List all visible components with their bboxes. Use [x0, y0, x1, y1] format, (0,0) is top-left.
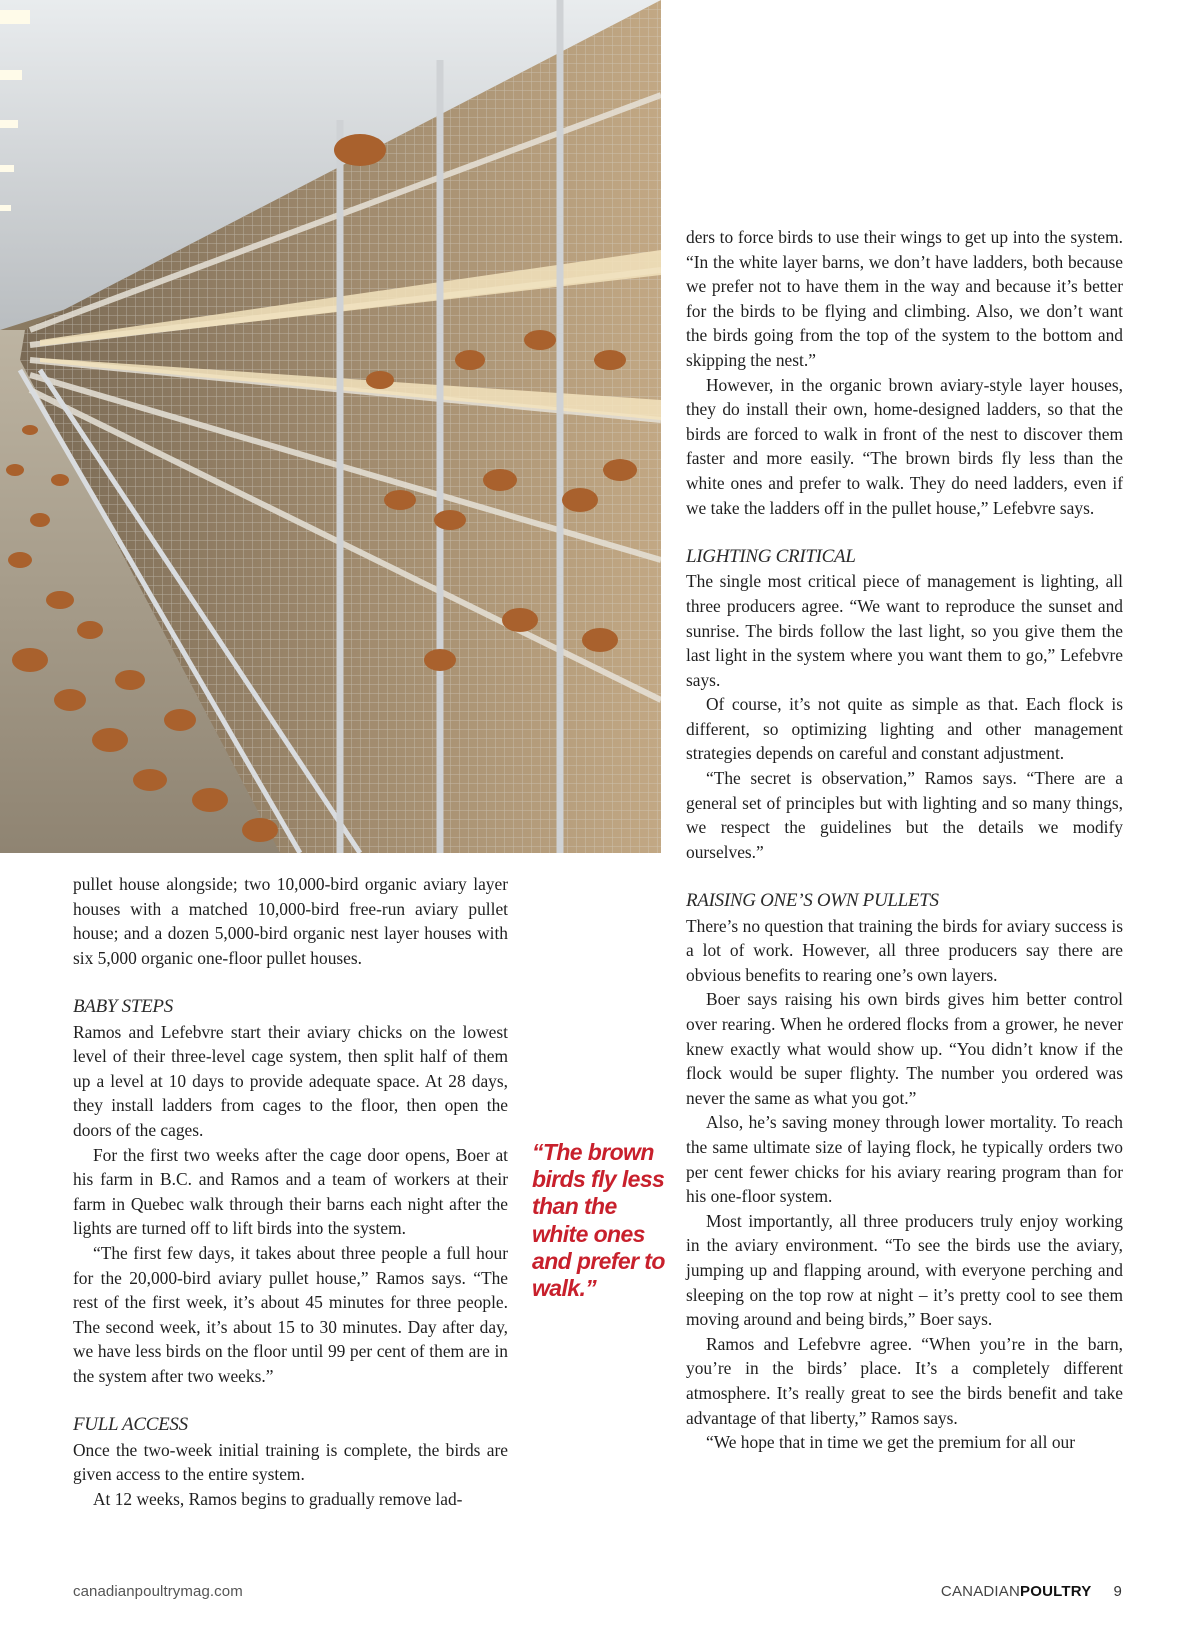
section-heading-full-access: FULL ACCESS — [73, 1414, 188, 1436]
paragraph: Ramos and Lefebvre start their aviary chicks on the lowest level of their three-level cage system, then split half of them up a level at 10 days to provide adequate space. At 28 days, they install ladders from cages to the floor, then open the doors of the cages. — [73, 1021, 508, 1140]
paragraph: Most importantly, all three producers truly enjoy working in the aviary environment. “To see the birds use the aviary, jumping up and flapping around, with everyone perching and sleeping on the top row at night – it’s pretty cool to see them moving around and being birds,” Boer says. — [686, 1210, 1123, 1330]
paragraph: Also, he’s saving money through lower mortality. To reach the same ultimate size of laying flock, he typically orders two per cent fewer chicks for his aviary rearing program than for his one-floor system. — [686, 1112, 1123, 1207]
photo-illustration — [0, 0, 661, 853]
paragraph: The single most critical piece of management is lighting, all three producers agree. “We want to reproduce the sunset and sunrise. The birds follow the last light, so you give them the last light in the system where you want them to go,” Lefebvre says. — [686, 571, 1123, 690]
barn-aviary-photo — [0, 0, 661, 853]
brand-name-part2: POULTRY — [1020, 1583, 1092, 1600]
footer-website: canadianpoultrymag.com — [73, 1583, 243, 1600]
intro-paragraph: pullet house alongside; two 10,000-bird organic aviary layer houses with a matched 10,000-bird free-run aviary pullet house; and a dozen 5,000-bird organic nest layer houses with six 5,000 organic one-floor pullet houses. — [73, 874, 508, 968]
brand-name-part1: CANADIAN — [940, 1583, 1021, 1600]
paragraph: “The secret is observation,” Ramos says. “There are a general set of principles but with lighting and so many things, we respect the guidelines but the details we modify ourselves.” — [686, 768, 1123, 862]
paragraph: Boer says raising his own birds gives him better control over rearing. When he ordered flocks from a grower, he never knew exactly what would show up. “You didn’t know if the flock would be super flighty. The number you ordered was never the same as what you got.” — [686, 989, 1123, 1108]
paragraph: For the first two weeks after the cage door opens, Boer at his farm in B.C. and Ramos and a team of workers at their farm in Quebec walk through their barns each night after the lights are turned off to lift birds into the system. — [73, 1144, 508, 1239]
footer-brand — [941, 1583, 1122, 1600]
paragraph: ders to force birds to use their wings to get up into the system. “In the white layer barns, we don’t have ladders, both because we prefer not to have them in the way and because it’s better for the birds to be flying and climbing. Also, we don’t want the birds going from the top of the system to the bottom and skipping the nest.” — [686, 227, 1123, 370]
left-text-column — [73, 872, 508, 1511]
paragraph: “We hope that in time we get the premium for all our — [706, 1432, 1075, 1453]
paragraph: Once the two-week initial training is complete, the birds are given access to the entire system. — [73, 1439, 508, 1485]
paragraph: There’s no question that training the birds for aviary success is a lot of work. However, all three producers say there are obvious benefits to rearing one’s own layers. — [686, 915, 1123, 985]
paragraph: However, in the organic brown aviary-style layer houses, they do install their own, home-designed ladders, so that the birds are forced to walk in front of the nest to discover them faster and more easily. “The brown birds fly less than the white ones and prefer to walk. They do need ladders, even if we take the ladders off in the pullet house,” Lefebvre says. — [686, 374, 1123, 518]
pull-quote: “The brown birds fly less than the white ones and prefer to walk.” — [532, 1139, 665, 1302]
section-heading-lighting-critical: LIGHTING CRITICAL — [686, 545, 856, 567]
paragraph: At 12 weeks, Ramos begins to gradually remove lad- — [93, 1488, 463, 1509]
right-text-column — [686, 225, 1123, 1455]
section-heading-raising-pullets: RAISING ONE’S OWN PULLETS — [686, 890, 939, 912]
section-heading-baby-steps: BABY STEPS — [73, 995, 173, 1017]
paragraph: Ramos and Lefebvre agree. “When you’re in the barn, you’re in the birds’ place. It’s a completely different atmosphere. It’s really great to see the birds benefit and take advantage of that liberty,” Ramos says. — [686, 1333, 1123, 1428]
page-number: 9 — [1113, 1583, 1122, 1600]
paragraph: Of course, it’s not quite as simple as that. Each flock is different, so optimizing lighting and other management strategies depends on careful and constant adjustment. — [686, 694, 1123, 764]
paragraph: “The first few days, it takes about three people a full hour for the 20,000-bird aviary pullet house,” Ramos says. “The rest of the first week, it’s about 45 minutes for three people. The second week, it’s about 15 to 30 minutes. Day after day, we have less birds on the floor until 99 per cent of them are in the system after two weeks.” — [73, 1242, 508, 1386]
